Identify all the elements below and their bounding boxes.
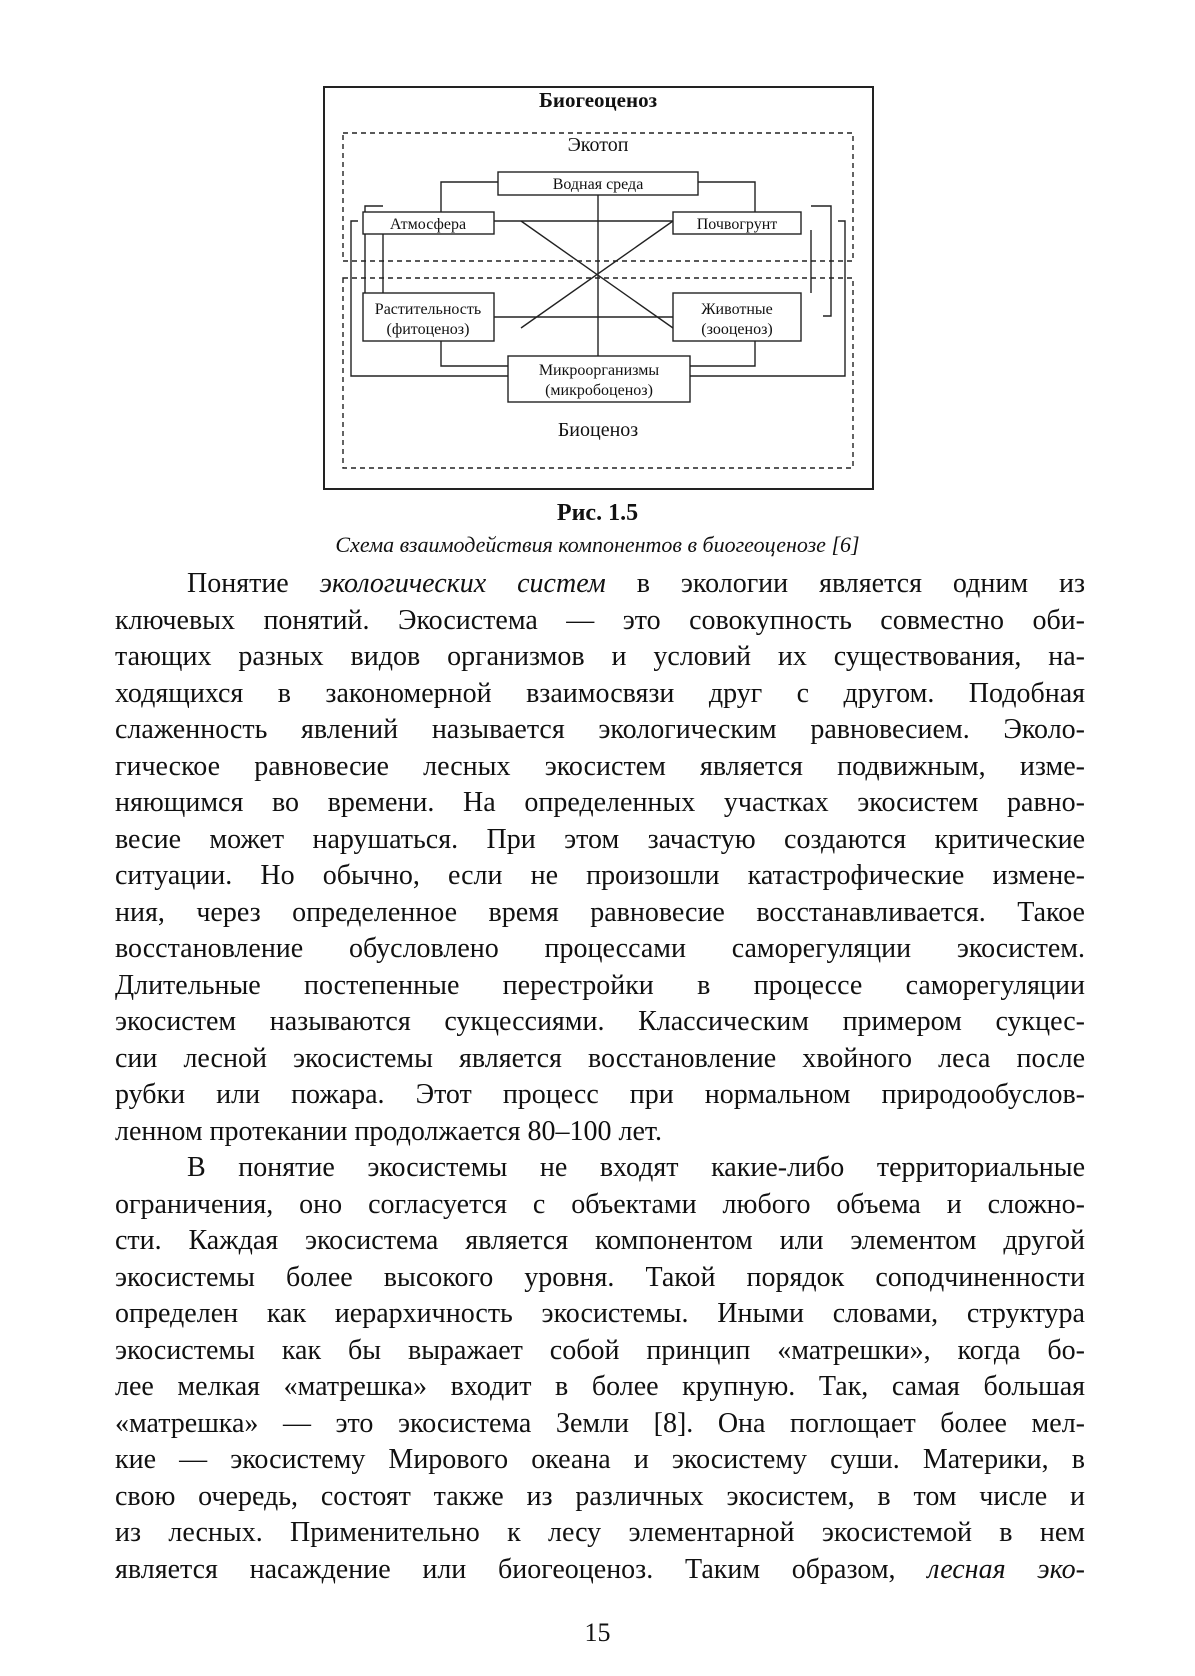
paragraph-1-line: ключевых понятий. Экосистема — это совокупность совместно оби-: [115, 604, 1085, 636]
diagram-svg: [323, 86, 874, 490]
page-number: 15: [584, 1618, 611, 1647]
paragraph-2-line: является насаждение или биогеоценоз. Таким образом, лесная эко-: [115, 1553, 1085, 1585]
biocenosis-label: Биоценоз: [557, 419, 639, 441]
paragraph-2-line: «матрешка» — это экосистема Земли [8]. Она поглощает более мел-: [115, 1407, 1085, 1439]
animals-label: Животные: [701, 301, 773, 318]
paragraph-2-line: кие — экосистему Мирового океана и экосистему суши. Материки, в: [115, 1444, 1085, 1475]
paragraph-2-line: В понятие экосистемы не входят какие-либо территориальные: [187, 1152, 1085, 1183]
paragraph-2-line: экосистемы более высокого уровня. Такой порядок соподчиненности: [115, 1261, 1085, 1293]
paragraph-2-line: свою очередь, состоят также из различных экосистем, в том числе и: [115, 1480, 1085, 1512]
water-label: Водная среда: [552, 176, 644, 193]
paragraph-1-line: ния, через определенное время равновесие восстанавливается. Такое: [115, 896, 1085, 928]
paragraph-2-line: из лесных. Применительно к лесу элементарной экосистемой в нем: [115, 1517, 1085, 1548]
figure-caption: Схема взаимодействия компонентов в биогеоценозе [6]: [335, 532, 860, 557]
microbes-label: Микроорганизмы: [538, 362, 660, 379]
paragraph-2-line: лее мелкая «матрешка» входит в более крупную. Так, самая большая: [115, 1371, 1085, 1402]
paragraph-2-line: определен как иерархичность экосистемы. Иными словами, структура: [115, 1298, 1085, 1329]
vegetation-sublabel: (фитоценоз): [386, 321, 470, 338]
paragraph-1-line: экосистем называются сукцессиями. Классическим примером сукцес-: [115, 1006, 1085, 1037]
paragraph-1-line: сии лесной экосистемы является восстановление хвойного леса после: [115, 1042, 1085, 1074]
paragraph-1-line: ленном протекании продолжается 80–100 лет.: [115, 1115, 663, 1147]
connector-lines: [351, 182, 845, 376]
paragraph-1-line: восстановление обусловлено процессами саморегуляции экосистем.: [115, 933, 1085, 964]
paragraph-2-line: сти. Каждая экосистема является компонентом или элементом другой: [115, 1225, 1085, 1256]
microbes-sublabel: (микробоценоз): [545, 382, 653, 399]
paragraph-1-line: Понятие экологических систем в экологии является одним из: [187, 568, 1086, 599]
ecotope-label: Экотоп: [567, 134, 629, 156]
body-text: [115, 566, 1085, 1588]
paragraph-1-line: гическое равновесие лесных экосистем является подвижным, изме-: [115, 750, 1085, 782]
biogeocenosis-diagram: [323, 86, 874, 490]
soil-label: Почвогрунт: [696, 216, 778, 233]
animals-sublabel: (зооценоз): [701, 321, 773, 338]
paragraph-1-line: весие может нарушаться. При этом зачастую создаются критические: [115, 823, 1085, 855]
paragraph-1-line: рубки или пожара. Этот процесс при нормальном природообуслов-: [115, 1079, 1085, 1110]
vegetation-label: Растительность: [374, 301, 482, 318]
atmosphere-label: Атмосфера: [389, 216, 467, 233]
paragraph-2-line: ограничения, оно согласуется с объектами любого объема и сложно-: [115, 1188, 1085, 1220]
figure-number: Рис. 1.5: [556, 500, 639, 526]
paragraph-1-line: ситуации. Но обычно, если не произошли катастрофические измене-: [115, 860, 1085, 891]
paragraph-1-line: няющимся во времени. На определенных участках экосистем равно-: [115, 787, 1085, 818]
paragraph-1-line: Длительные постепенные перестройки в процессе саморегуляции: [115, 969, 1085, 1001]
paragraph-1-line: ходящихся в закономерной взаимосвязи друг с другом. Подобная: [115, 677, 1085, 709]
paragraph-1-line: слаженность явлений называется экологическим равновесием. Эколо-: [115, 714, 1085, 745]
diagram-title: Биогеоценоз: [538, 88, 658, 112]
paragraph-2-line: экосистемы как бы выражает собой принцип «матрешки», когда бо-: [115, 1334, 1085, 1366]
paragraph-1-line: тающих разных видов организмов и условий их существования, на-: [115, 641, 1085, 672]
